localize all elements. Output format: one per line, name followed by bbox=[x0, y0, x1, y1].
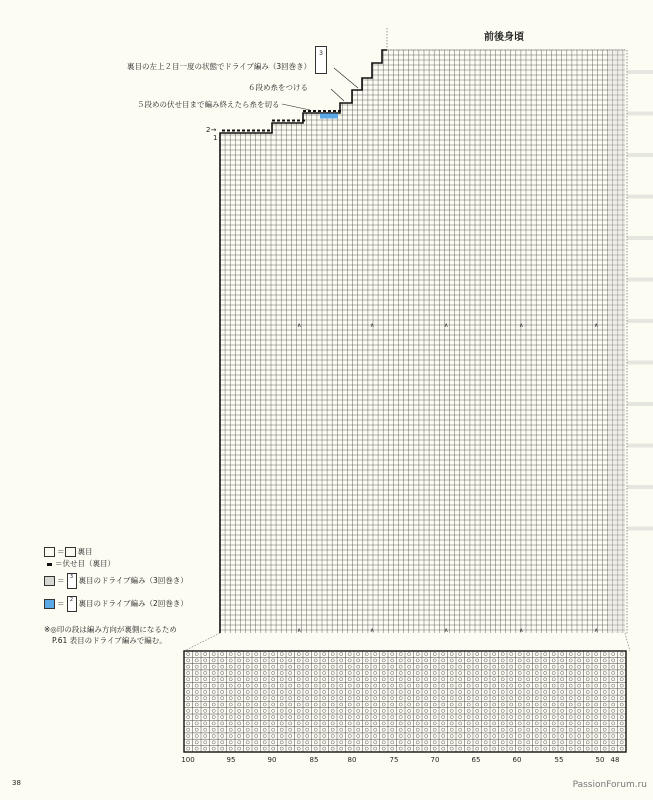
annotation-drive-three: 裏目の左上２目一度の状態でドライブ編み（3回巻き） bbox=[127, 62, 312, 71]
margin-stripe bbox=[627, 112, 653, 116]
axis-label: 75 bbox=[389, 756, 399, 764]
watermark: PassionForum.ru bbox=[572, 780, 647, 790]
axis-label: 95 bbox=[226, 756, 236, 764]
leader-attach-yarn bbox=[331, 89, 344, 101]
legend-bind-off: ＝伏せ目（裏目） bbox=[44, 560, 115, 568]
margin-stripe bbox=[627, 236, 653, 240]
axis-label: 85 bbox=[309, 756, 319, 764]
drive-three-icon-label: 3 bbox=[319, 50, 323, 57]
axis-label: 55 bbox=[554, 756, 564, 764]
margin-stripe bbox=[627, 485, 653, 489]
decrease-symbol: ∧ bbox=[519, 322, 524, 329]
drive-two-cells bbox=[320, 114, 338, 119]
note bbox=[44, 624, 177, 646]
decrease-symbol: ∧ bbox=[594, 627, 599, 634]
axis-label: 65 bbox=[471, 756, 481, 764]
annotation-cut-yarn: ５段めの伏せ目まで編み終えたら糸を切る bbox=[137, 100, 280, 109]
leader-cut-yarn bbox=[282, 104, 310, 110]
annotation-attach-yarn: ６段め糸をつける bbox=[248, 83, 308, 92]
axis-label: 100 bbox=[181, 756, 195, 764]
drive-three-legend-icon: 3 bbox=[67, 573, 77, 589]
purl-symbol-icon bbox=[65, 547, 76, 557]
row-label-1: 1 bbox=[213, 134, 218, 142]
decrease-symbol: ∧ bbox=[594, 322, 599, 329]
note-line-2: P.61 表目のドライブ編みで編む。 bbox=[52, 636, 167, 645]
axis-label: 70 bbox=[430, 756, 440, 764]
row-label-2: 2→ bbox=[206, 126, 217, 134]
axis-label: 90 bbox=[267, 756, 277, 764]
margin-stripe bbox=[627, 402, 653, 406]
margin-stripe bbox=[627, 361, 653, 365]
margin-stripe bbox=[627, 195, 653, 199]
drive-two-legend-icon: 2 bbox=[67, 596, 77, 612]
drive-two-swatch-icon bbox=[44, 599, 55, 609]
main-grid-lines bbox=[220, 50, 625, 633]
decrease-symbol: ∧ bbox=[370, 322, 375, 329]
axis-label: 50 bbox=[595, 756, 605, 764]
margin-stripe bbox=[627, 153, 653, 157]
legend-drive-two: ＝ 2 裏目のドライブ編み（2回巻き） bbox=[44, 596, 188, 612]
margin-stripe bbox=[627, 527, 653, 531]
decrease-symbol: ∧ bbox=[297, 627, 302, 634]
legend-drive-three: ＝ 3 裏目のドライブ編み（3回巻き） bbox=[44, 573, 188, 589]
note-line-1: ※◎印の段は編み方向が裏側になるため bbox=[44, 625, 177, 634]
drive-three-swatch-icon bbox=[44, 576, 55, 586]
margin-stripe bbox=[627, 278, 653, 282]
bind-off-icon bbox=[47, 563, 52, 566]
axis-label: 48 bbox=[610, 756, 620, 764]
chart-title: 前後身頃 bbox=[484, 32, 524, 43]
dotted-guide bbox=[387, 28, 627, 633]
leader-drive-three bbox=[334, 68, 358, 88]
page-number: 38 bbox=[12, 779, 21, 787]
axis-label: 80 bbox=[347, 756, 357, 764]
decrease-symbol: ∧ bbox=[370, 627, 375, 634]
drive-three-icon bbox=[315, 46, 327, 74]
decrease-symbol: ∧ bbox=[444, 322, 449, 329]
purl-swatch-icon bbox=[44, 547, 55, 557]
detail-grid-lines bbox=[184, 651, 626, 752]
zoom-lines bbox=[184, 633, 630, 651]
drive-three-column bbox=[608, 50, 625, 633]
margin-stripe bbox=[627, 444, 653, 448]
legend-purl: ＝ 裏目 bbox=[44, 547, 93, 557]
chart-outline bbox=[220, 50, 387, 633]
margin-stripe bbox=[627, 70, 653, 74]
decrease-symbol: ∧ bbox=[444, 627, 449, 634]
decrease-symbol: ∧ bbox=[297, 322, 302, 329]
axis-label: 60 bbox=[512, 756, 522, 764]
decrease-symbol: ∧ bbox=[519, 627, 524, 634]
margin-stripe bbox=[627, 319, 653, 323]
